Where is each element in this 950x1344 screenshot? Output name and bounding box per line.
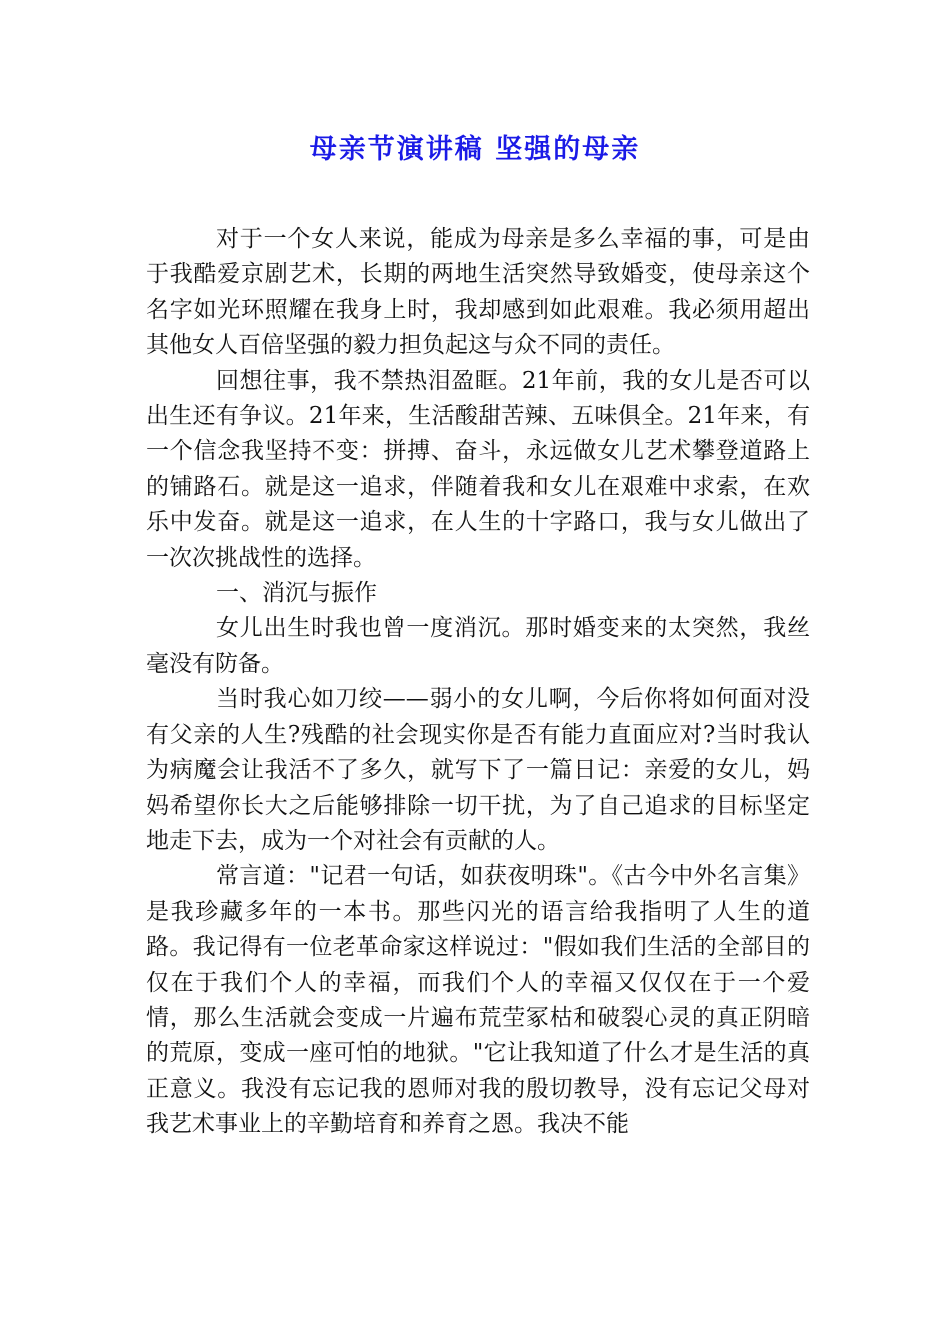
section-heading: 一、消沉与振作 [216,580,377,607]
paragraph-diary: 当时我心如刀绞——弱小的女儿啊，今后你将如何面对没有父亲的人生?残酷的社会现实你是否有能力直面应对?当时我认为病魔会让我活不了多久，就写下了一篇日记：亲爱的女儿，妈妈希望你长大之后能够排除一切干扰，为了自己追求的目标坚定地走下去，成为一个对社会有贡献的人。 [146,686,810,854]
document-body [146,222,810,1143]
paragraph-recollection: 回想往事，我不禁热泪盈眶。21年前，我的女儿是否可以出生还有争议。21年来，生活酸甜苦辣、五味俱全。21年来，有一个信念我坚持不变：拼搏、奋斗，永远做女儿艺术攀登道路上的铺路石。就是这一追求，伴随着我和女儿在艰难中求索，在欢乐中发奋。就是这一追求，在人生的十字路口，我与女儿做出了一次次挑战性的选择。 [146,367,810,571]
paragraph-quotes: 常言道："记君一句话，如获夜明珠"。《古今中外名言集》是我珍藏多年的一本书。那些闪光的语言给我指明了人生的道路。我记得有一位老革命家这样说过："假如我们生活的全部目的仅在于我们个人的幸福，而我们个人的幸福又仅仅在于一个爱情，那么生活就会变成一片遍布荒茔冢枯和破裂心灵的真正阴暗的荒原，变成一座可怕的地狱。"它让我知道了什么才是生活的真正意义。我没有忘记我的恩师对我的殷切教导，没有忘记父母对我艺术事业上的辛勤培育和养育之恩。我决不能 [146,863,810,1138]
document-title: 母亲节演讲稿 坚强的母亲 [309,134,641,165]
paragraph-birth: 女儿出生时我也曾一度消沉。那时婚变来的太突然，我丝毫没有防备。 [146,615,810,677]
paragraph-intro: 对于一个女人来说，能成为母亲是多么幸福的事，可是由于我酷爱京剧艺术，长期的两地生活突然导致婚变，使母亲这个名字如光环照耀在我身上时，我却感到如此艰难。我必须用超出其他女人百倍坚强的毅力担负起这与众不同的责任。 [146,226,810,359]
